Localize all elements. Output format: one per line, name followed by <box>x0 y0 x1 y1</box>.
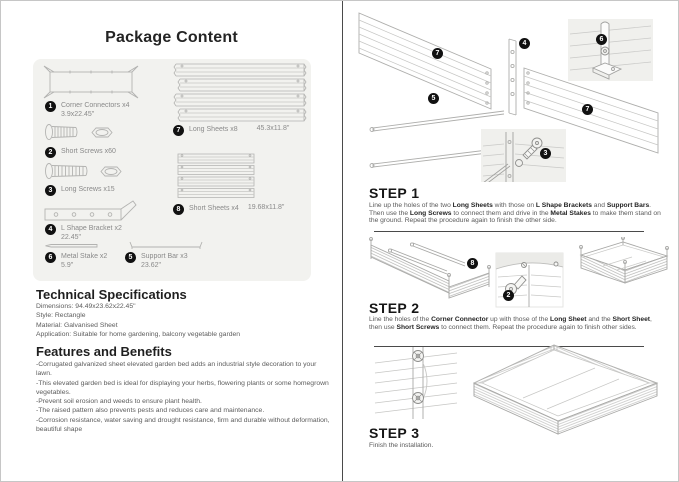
callout-badge-long-sheet: 7 <box>582 104 593 115</box>
feature-line: -The raised pattern also prevents pests and reduces care and maintenance. <box>36 407 265 415</box>
step2-heading: STEP 2 <box>369 300 420 316</box>
package-item-short-sheets <box>173 204 284 215</box>
item-dimension: 23.62" <box>141 262 162 270</box>
step3-description: Finish the installation. <box>369 442 434 449</box>
item-number-badge: 2 <box>45 147 56 158</box>
item-label: Short Sheets x4 <box>189 205 239 212</box>
item-dimension: 45.3x11.8" <box>256 125 290 132</box>
metal-stake-illustration <box>45 242 101 250</box>
support-bar-illustration <box>129 240 203 250</box>
item-dimension: 19.68x11.8" <box>247 204 285 211</box>
item-label: Support Bar x3 <box>141 253 188 260</box>
long-sheets-illustration <box>173 63 309 123</box>
callout-badge-short-sheet: 8 <box>467 258 478 269</box>
spec-line: Dimensions: 94.49x23.62x22.45" <box>36 303 136 310</box>
item-label: Corner Connectors x4 <box>61 102 130 109</box>
callout-badge-long-screw: 3 <box>540 148 551 159</box>
spec-line: Style: Rectangle <box>36 312 86 320</box>
item-number-badge: 8 <box>173 204 184 215</box>
item-number-badge: 5 <box>125 252 136 263</box>
l-shape-bracket-illustration <box>43 200 139 224</box>
long-screw-icon <box>43 162 91 180</box>
tech-specs-list <box>36 302 326 339</box>
item-number-badge: 1 <box>45 101 56 112</box>
item-label: Metal Stake x2 <box>61 253 108 260</box>
callout-badge-short-screw: 2 <box>503 290 514 301</box>
package-item-support-bar <box>125 252 188 270</box>
tech-specs-heading: Technical Specifications <box>36 287 187 302</box>
step3-heading: STEP 3 <box>369 425 420 441</box>
page-divider <box>342 1 343 482</box>
nut-icon <box>90 126 114 139</box>
callout-badge-support-bar: 5 <box>428 93 439 104</box>
item-dimension: 5.9" <box>61 262 74 270</box>
package-item-metal-stake <box>45 252 107 270</box>
feature-line: -Prevent soil erosion and weeds to ensure plant health. <box>36 398 202 406</box>
feature-line: -This elevated garden bed is ideal for displaying your herbs, flowering plants or some homegrown vegetables. <box>36 379 329 396</box>
step2-description: Line the holes of the Corner Connector up with those of the Long Sheet and the Short Sheet, then use Short Screws to connect them. Repeat the procedure again to finish other sides. <box>369 316 652 331</box>
item-number-badge: 7 <box>173 125 184 136</box>
features-heading: Features and Benefits <box>36 344 172 359</box>
step1-description: Line up the holes of the two Long Sheets with those on L Shape Brackets and Support Bars. Then use the Long Screws to connect them and drive in the Metal Stakes to make them stand on the ground. Repeat the procedure again to finish the other side. <box>369 202 661 225</box>
section-divider <box>374 231 644 232</box>
feature-line: -Corrugated galvanized sheet elevated garden bed adds an industrial style decoration to your lawn. <box>36 361 317 378</box>
features-list <box>36 360 332 434</box>
short-sheets-illustration <box>176 153 256 199</box>
short-screw-icon <box>43 123 81 141</box>
step3-finished-illustration <box>351 341 671 437</box>
spec-line: Application: Suitable for home gardening, balcony vegetable garden <box>36 330 241 338</box>
package-item-l-shape-bracket <box>45 224 122 242</box>
callout-badge-corner-connector: 4 <box>519 38 530 49</box>
item-dimension: 22.45" <box>61 234 82 242</box>
callout-badge-metal-stake: 6 <box>596 34 607 45</box>
item-label: Long Sheets x8 <box>189 126 238 133</box>
package-item-corner-connectors <box>45 101 129 119</box>
corner-connector-illustration <box>43 65 139 99</box>
step1-assembly-illustration <box>351 4 671 182</box>
item-label: L Shape Bracket x2 <box>61 225 122 232</box>
spec-line: Material: Galvanised Sheet <box>36 321 118 329</box>
package-item-long-sheets <box>173 125 289 136</box>
feature-line: -Corrosion resistance, water saving and drought resistance, firm and durable without deformation, beautiful shape <box>36 416 330 434</box>
nut-icon <box>99 165 123 178</box>
item-number-badge: 4 <box>45 224 56 235</box>
package-content-panel <box>33 59 311 281</box>
item-label: Short Screws x60 <box>61 148 116 155</box>
package-item-long-screws <box>45 185 115 196</box>
item-label: Long Screws x15 <box>61 186 115 193</box>
package-item-short-screws <box>45 147 116 158</box>
page-title: Package Content <box>105 29 238 46</box>
item-number-badge: 6 <box>45 252 56 263</box>
step1-heading: STEP 1 <box>369 185 420 201</box>
callout-badge-long-sheet: 7 <box>432 48 443 59</box>
item-number-badge: 3 <box>45 185 56 196</box>
item-dimension: 3.9x22.45" <box>61 111 95 119</box>
